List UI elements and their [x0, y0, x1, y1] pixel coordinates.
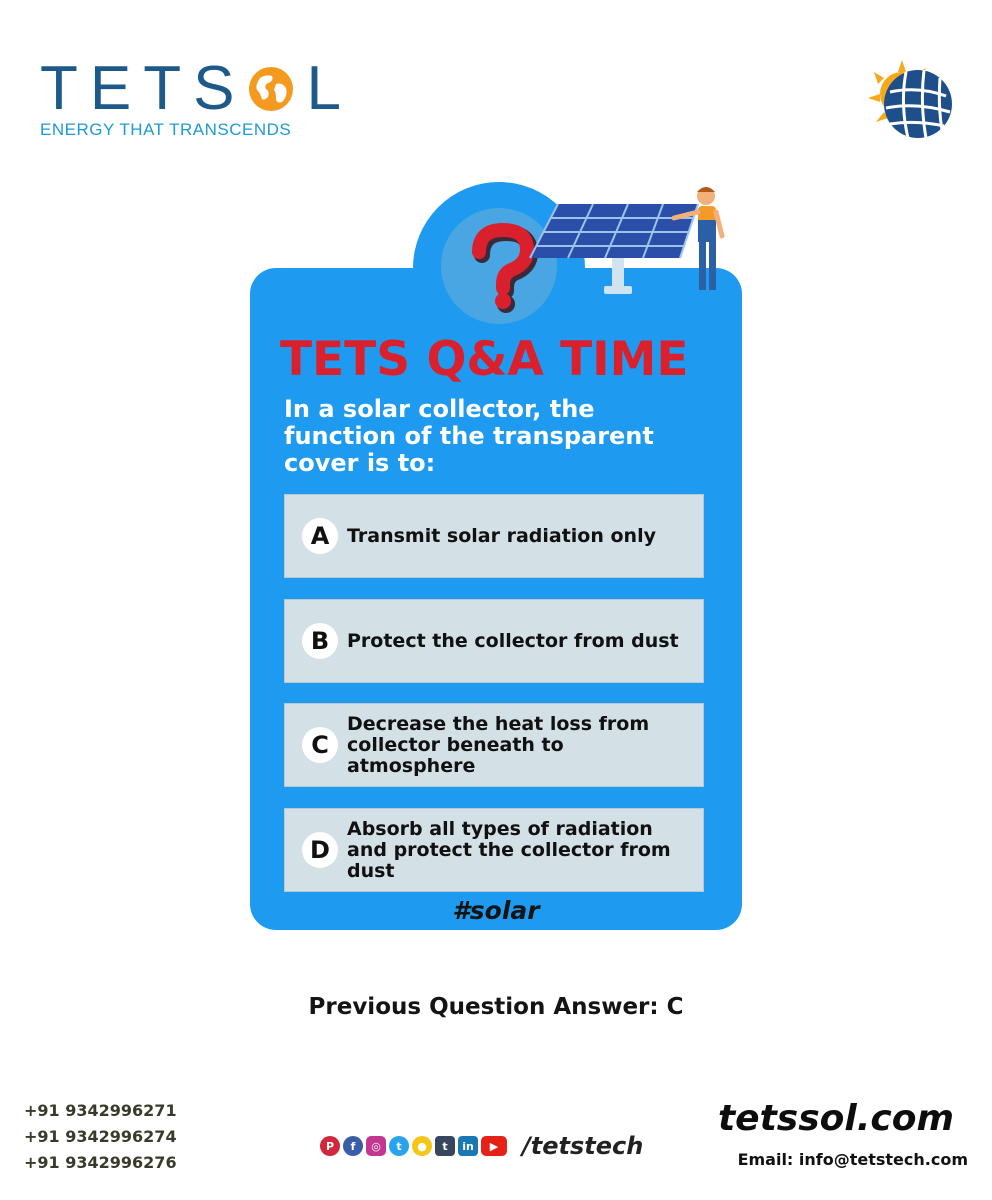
social-links	[320, 1132, 643, 1160]
option-b[interactable]	[284, 599, 704, 683]
option-letter: D	[302, 832, 338, 868]
option-letter: C	[302, 727, 338, 763]
option-text: Absorb all types of radiation and protect the collector from dust	[347, 817, 671, 882]
brand-name-part1: TETS	[40, 54, 247, 123]
email-address[interactable]: Email: info@tetstech.com	[737, 1150, 968, 1169]
option-d[interactable]	[284, 808, 704, 892]
brand-logo	[40, 54, 353, 140]
previous-answer: Previous Question Answer: C	[308, 994, 684, 1020]
instagram-icon[interactable]: ◎	[366, 1136, 386, 1156]
phone-number[interactable]: +91 9342996271	[24, 1101, 177, 1120]
phone-number[interactable]: +91 9342996274	[24, 1127, 177, 1146]
solar-globe-emblem-icon	[866, 58, 954, 142]
phone-list	[24, 1098, 177, 1176]
facebook-icon[interactable]: f	[343, 1136, 363, 1156]
option-letter: B	[302, 623, 338, 659]
question-text: In a solar collector, the function of the transparent cover is to:	[284, 395, 654, 477]
card-title: TETS Q&A TIME	[280, 332, 689, 387]
option-a[interactable]	[284, 494, 704, 578]
brand-name-part2: L	[306, 54, 353, 123]
social-handle[interactable]: /tetstech	[522, 1132, 644, 1160]
website-link[interactable]: tetssol.com	[717, 1098, 954, 1139]
option-letter: A	[302, 518, 338, 554]
youtube-icon[interactable]: ▶	[481, 1136, 507, 1156]
brand-wordmark	[40, 54, 353, 123]
phone-number[interactable]: +91 9342996276	[24, 1153, 177, 1172]
brand-tagline: ENERGY THAT TRANSCENDS	[40, 120, 292, 139]
option-text: Protect the collector from dust	[347, 629, 679, 652]
option-text: Transmit solar radiation only	[347, 524, 656, 547]
option-c[interactable]	[284, 703, 704, 787]
koo-icon[interactable]: ●	[412, 1136, 432, 1156]
globe-icon	[246, 64, 296, 114]
linkedin-icon[interactable]: in	[458, 1136, 478, 1156]
pinterest-icon[interactable]: P	[320, 1136, 340, 1156]
twitter-icon[interactable]: t	[389, 1136, 409, 1156]
option-text: Decrease the heat loss from collector beneath to atmosphere	[347, 712, 650, 777]
solar-panel-worker-icon	[528, 180, 748, 300]
tumblr-icon[interactable]: t	[435, 1136, 455, 1156]
hashtag[interactable]: #solar	[452, 896, 540, 925]
